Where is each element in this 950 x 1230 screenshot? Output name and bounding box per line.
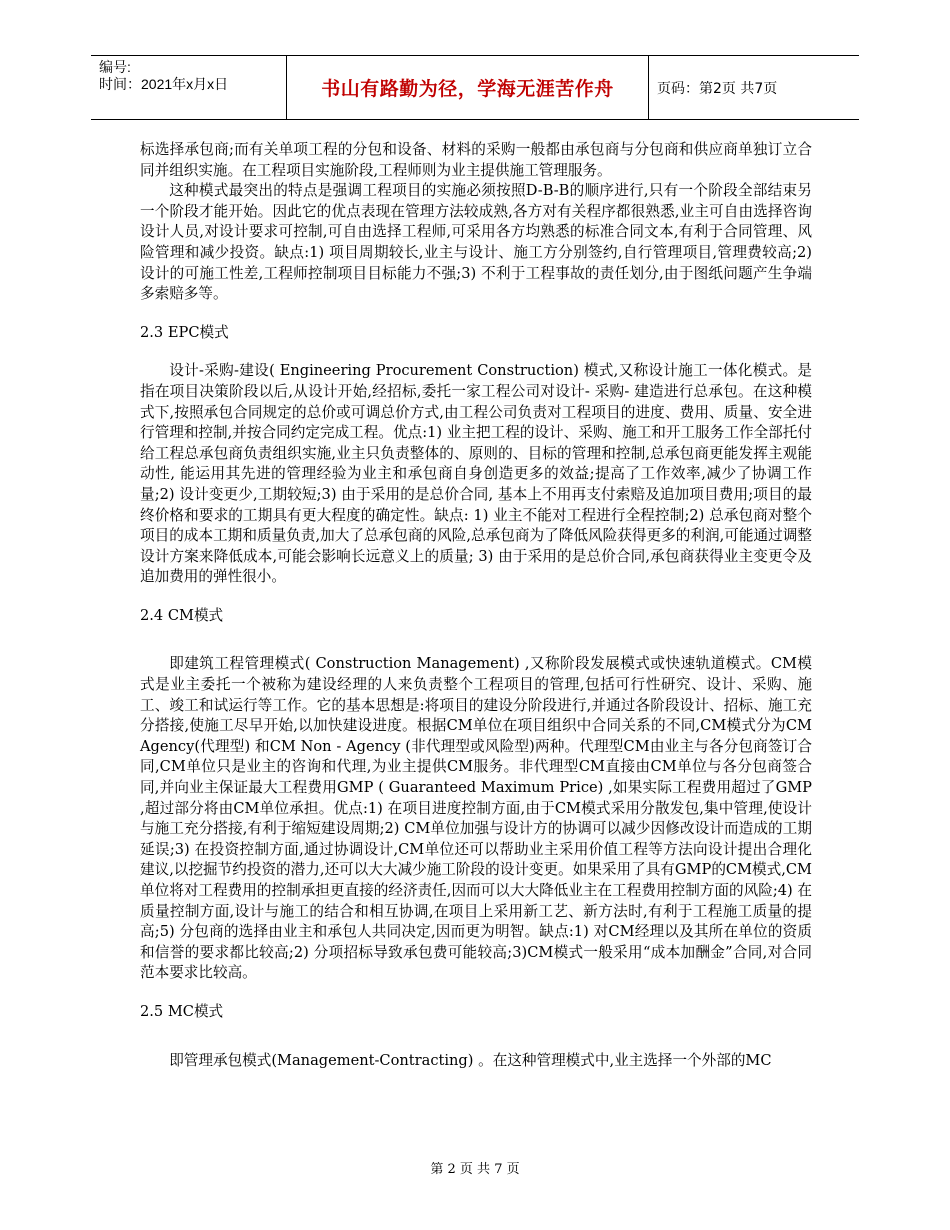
spacer (140, 1041, 812, 1051)
paragraph: 这种模式最突出的特点是强调工程项目的实施必须按照D-B-B的顺序进行,只有一个阶段全部结束另一个阶段才能开始。因此它的优点表现在管理方法较成熟,各方对有关程序都很熟悉,业主可自由选择咨询设计人员,对设计要求可控制,可自由选择工程师,可采用各方均熟悉的标准合同文本,有利于合同管理、风险管理和减少投资。缺点:1) 项目周期较长,业主与设计、施工方分别签约,自行管理项目,管理费较高;2) 设计的可施工性差,工程师控制项目目标能力不强;3) 不利于工程事故的责任划分,由于图纸问题产生争端多索赔多等。 (140, 182, 812, 303)
header-page-info: 页码：第2页 共7页 (657, 80, 778, 97)
paragraph-cm: 即建筑工程管理模式( Construction Management) ,又称阶段发展模式或快速轨道模式。CM模式是业主委托一个被称为建设经理的人来负责整个工程项目的管理,包括可行性研究、设计、采购、施工、竣工和试运行等工作。它的基本思想是:将项目的建设分阶段进行,并通过各阶段设计、招标、施工充分搭接,使施工尽早开始,以加快建设进度。根据CM单位在项目组织中合同关系的不同,CM模式分为CM Agency(代理型) 和CM Non - Agency (非代理型或风险型)两种。代理型CM由业主与各分包商签订合同,CM单位只是业主的咨询和代理,为业主提供CM服务。非代理型CM直接由CM单位与各分包商签合同,并向业主保证最大工程费用GMP ( Guaranteed Maximum Price) ,如果实际工程费用超过了GMP ,超过部分将由CM单位承担。优点:1) 在项目进度控制方面,由于CM模式采用分散发包,集中管理,使设计与施工充分搭接,有利于缩短建设周期;2) CM单位加强与设计方的协调可以减少因修改设计而造成的工期延误;3) 在投资控制方面,通过协调设计,CM单位还可以帮助业主采用价值工程等方法向设计提出合理化建议,以挖掘节约投资的潜力,还可以大大减少施工阶段的设计变更。如果采用了具有GMP的CM模式,CM单位将对工程费用的控制承担更直接的经济责任,因而可以大大降低业主在工程费用控制方面的风险;4) 在质量控制方面,设计与施工的结合和相互协调,在项目上采用新工艺、新方法时,有利于工程施工质量的提高;5) 分包商的选择由业主和承包人共同决定,因而更为明智。缺点:1) 对CM经理以及其所在单位的资质和信誉的要求都比较高;2) 分项招标导致承包费可能较高;3)CM模式一般采用“成本加酬金”合同,对合同范本要求比较高。 (140, 655, 812, 982)
spacer (140, 644, 812, 654)
page-footer (0, 1158, 950, 1177)
section-heading-mc: 2.5 MC模式 (140, 1002, 224, 1020)
document-body (140, 140, 812, 1071)
section-heading-cm: 2.4 CM模式 (140, 606, 224, 624)
section-heading-epc: 2.3 EPC模式 (140, 323, 229, 341)
header-divider (648, 56, 649, 119)
paragraph-epc: 设计-采购-建设( Engineering Procurement Construction) 模式,又称设计施工一体化模式。是指在项目决策阶段以后,从设计开始,经招标,委托一家工程公司对设计- 采购- 建造进行总承包。在这种模式下,按照承包合同规定的总价或可调总价方式,由工程公司负责对工程项目的进度、费用、质量、安全进行管理和控制,并按合同约定完成工程。优点:1) 业主把工程的设计、采购、施工和开工服务工作全部托付给工程总承包商负责组织实施,业主只负责整体的、原则的、目标的管理和控制,总承包商更能发挥主观能动性, 能运用其先进的管理经验为业主和承包商自身创造更多的效益;提高了工作效率,减少了协调工作量;2) 设计变更少,工期较短;3) 由于采用的是总价合同, 基本上不用再支付索赔及追加项目费用;项目的最终价格和要求的工期具有更大程度的确定性。缺点: 1) 业主不能对工程进行全程控制;2) 总承包商对整个项目的成本工期和质量负责,加大了总承包商的风险,总承包商为了降低风险获得更多的利润,可能通过调整设计方案来降低成本,可能会影响长远意义上的质量; 3) 由于采用的是总价合同,承包商获得业主变更令及追加费用的弹性很小。 (140, 362, 812, 586)
paragraph: 标选择承包商;而有关单项工程的分包和设备、材料的采购一般都由承包商与分包商和供应商单独订立合同并组织实施。在工程项目实施阶段,工程师则为业主提供施工管理服务。 (140, 141, 812, 179)
page-header (91, 55, 859, 120)
header-meta (99, 59, 284, 93)
paragraph-mc: 即管理承包模式(Management-Contracting) 。在这种管理模式中,业主选择一个外部的MC (169, 1051, 772, 1069)
document-time-label: 时间：2021年x月x日 (99, 76, 229, 92)
footer-page-number: 第 2 页 共 7 页 (430, 1162, 520, 1177)
document-code-label: 编号: (99, 59, 131, 75)
header-motto: 书山有路勤为径，学海无涯苦作舟 (321, 78, 614, 100)
